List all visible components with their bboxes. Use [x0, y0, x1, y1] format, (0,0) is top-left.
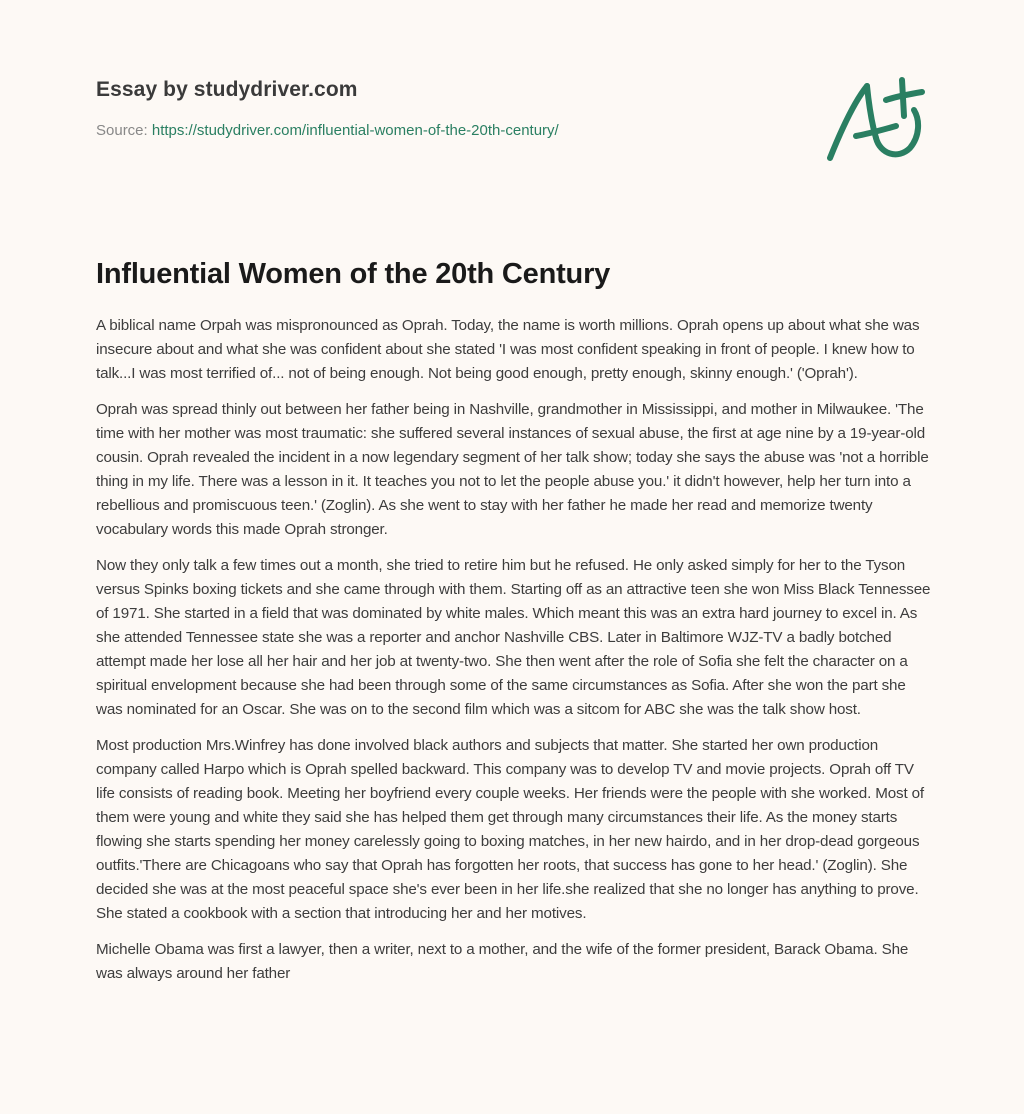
essay-title: Influential Women of the 20th Century	[96, 258, 611, 290]
essay-paragraph: Now they only talk a few times out a month, she tried to retire him but he refused. He only asked simply for her to the Tyson versus Spinks boxing tickets and she came through with them. Starting off as an attractive teen she won Miss Black Tennessee of 1971. She started in a field that was dominated by white males. Which meant this was an extra hard journey to excel in. As she attended Tennessee state she was a reporter and anchor Nashville CBS. Later in Baltimore WJZ-TV a badly botched attempt made her lose all her hair and her job at twenty-two. She then went after the role of Sofia she felt the character on a spiritual envelopment because she had been through some of the same circumstances as Sofia. After she won the part she was nominated for an Oscar. She was on to the second film which was a sitcom for ABC she was the talk show host.	[96, 557, 931, 718]
source-label: Source:	[96, 122, 152, 139]
site-title: Essay by studydriver.com	[96, 78, 358, 101]
essay-paragraph: A biblical name Orpah was mispronounced as Oprah. Today, the name is worth millions. Oprah opens up about what she was insecure about and what she was confident about she stated 'I was most confident speaking in front of people. I knew how to talk...I was most terrified of... not of being enough. Not being good enough, pretty enough, skinny enough.' ('Oprah').	[96, 317, 920, 382]
a-plus-grade-icon	[820, 66, 930, 166]
essay-paragraph: Most production Mrs.Winfrey has done involved black authors and subjects that matter. She started her own production company called Harpo which is Oprah spelled backward. This company was to develop TV and movie projects. Oprah off TV life consists of reading book. Meeting her boyfriend every couple weeks. Her friends were the people with she worked. Most of them were young and white they said she has helped them get through many circumstances their life. As the money starts flowing she starts spending her money carelessly going to boxing matches, in her new hairdo, and in her drop-dead gorgeous outfits.'There are Chicagoans who say that Oprah has forgotten her roots, that success has gone to her head.' (Zoglin). She decided she was at the most peaceful space she's ever been in her life.she realized that she no longer has anything to prove. She stated a cookbook with a section that introducing her and her motives.	[96, 737, 924, 922]
source-link[interactable]: https://studydriver.com/influential-women-of-the-20th-century/	[151, 122, 559, 139]
source-line	[96, 121, 796, 141]
page-header	[96, 76, 796, 141]
essay-paragraph: Oprah was spread thinly out between her father being in Nashville, grandmother in Mississippi, and mother in Milwaukee. 'The time with her mother was most traumatic: she suffered several instances of sexual abuse, the first at age nine by a 19-year-old cousin. Oprah revealed the incident in a now legendary segment of her talk show; today she says the abuse was 'not a horrible thing in my life. There was a lesson in it. It teaches you not to let the people abuse you.' it didn't however, help her turn into a rebellious and promiscuous teen.' (Zoglin). As she went to stay with her father he made her read and memorize twenty vocabulary words this made Oprah stronger.	[96, 401, 929, 538]
essay-body	[96, 314, 932, 998]
essay-paragraph: Michelle Obama was first a lawyer, then a writer, next to a mother, and the wife of the former president, Barack Obama. She was always around her father	[96, 941, 909, 982]
